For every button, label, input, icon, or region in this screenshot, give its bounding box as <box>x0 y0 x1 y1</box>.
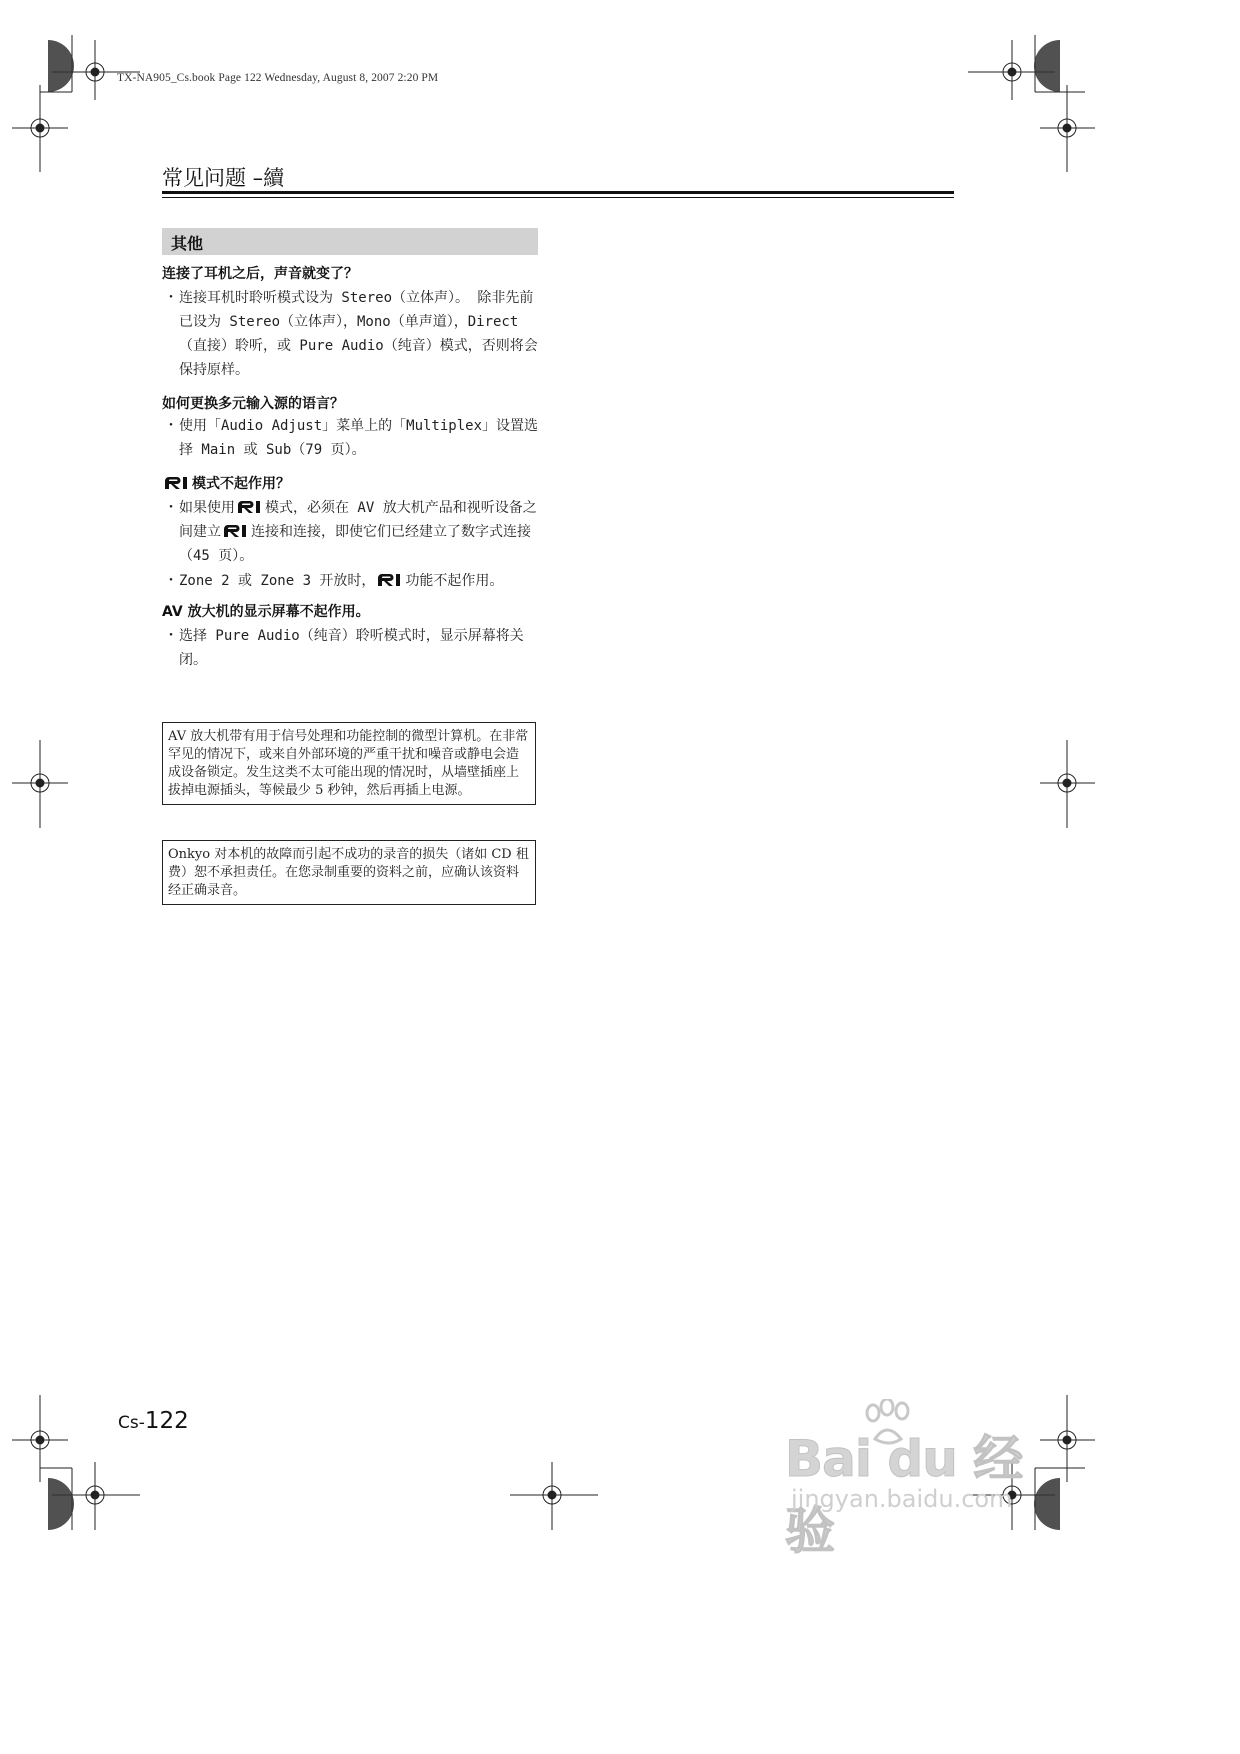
bullet: ・ <box>164 290 178 306</box>
answer-text <box>162 496 540 568</box>
answer-text: 选择 Pure Audio（纯音）聆听模式时，显示屏幕将关闭。 <box>179 628 524 668</box>
note-box-disclaimer: Onkyo 对本机的故障而引起不成功的录音的损失（诸如 CD 租费）恕不承担责任。在您录制重要的资料之前，应确认该资料经正确录音。 <box>162 840 536 905</box>
answer-item <box>162 624 540 672</box>
page-title: 常见问题 –續 <box>162 166 285 190</box>
answer-text-part: 如果使用 <box>179 500 235 516</box>
section-heading-label: 其他 <box>171 234 204 253</box>
answer-text <box>162 569 540 593</box>
question-multiplex-language: 如何更换多元输入源的语言？ <box>162 396 344 412</box>
question-ri-mode <box>162 474 542 494</box>
page-number-prefix: Cs- <box>118 1413 145 1433</box>
title-rule-thin <box>162 197 954 198</box>
bullet: ・ <box>164 573 178 589</box>
watermark <box>785 1405 1055 1560</box>
title-rule <box>162 191 954 194</box>
ri-logo-icon <box>236 500 264 514</box>
answer-item <box>162 414 540 462</box>
page-number <box>118 1408 189 1434</box>
note-box-microcomputer: AV 放大机带有用于信号处理和功能控制的微型计算机。在非常罕见的情况下，或来自外部环境的严重干扰和噪音或静电会造成设备锁定。发生这类不太可能出现的情况时，从墙壁插座上拔掉电源插头，等候最少 5 秒钟，然后再插上电源。 <box>162 722 536 805</box>
watermark-brand: Bai du 经验 <box>785 1430 1023 1560</box>
question-text: 模式不起作用？ <box>192 476 290 492</box>
section-heading <box>162 228 538 255</box>
answer-text-part: 功能不起作用。 <box>405 573 504 589</box>
answer-text-part: Zone 2 或 Zone 3 开放时， <box>179 573 376 589</box>
ri-logo-icon <box>376 573 404 587</box>
answer-text: 使用「Audio Adjust」菜单上的「Multiplex」设置选择 Main 或 Sub（79 页）。 <box>179 418 539 458</box>
question-headphones: 连接了耳机之后，声音就变了？ <box>162 266 358 282</box>
answer-text: 连接耳机时聆听模式设为 Stereo（立体声）。 除非先前已设为 Stereo（立体声），Mono（单声道），Direct（直接）聆听，或 Pure Audio（纯音）模式，否则将会保持原样。 <box>179 290 538 378</box>
question-display: AV 放大机的显示屏幕不起作用。 <box>162 604 370 620</box>
bullet: ・ <box>164 628 178 644</box>
book-header: TX-NA905_Cs.book Page 122 Wednesday, August 8, 2007 2:20 PM <box>117 72 439 84</box>
answer-item <box>162 496 540 568</box>
ri-logo-icon <box>163 476 191 490</box>
bullet: ・ <box>164 500 178 516</box>
answer-text-part: 连接和连接，即使它们已经建立了数字式连接（45 页）。 <box>179 524 531 564</box>
bullet: ・ <box>164 418 178 434</box>
watermark-url: jingyan.baidu.com <box>791 1485 1013 1513</box>
answer-item <box>162 286 540 382</box>
ri-logo-icon <box>222 524 250 538</box>
answer-text-part: 模式，必须在 AV 放大机产品和视听设备之间建立 <box>179 500 537 540</box>
answer-item <box>162 569 540 593</box>
page-number-value: 122 <box>144 1408 189 1434</box>
